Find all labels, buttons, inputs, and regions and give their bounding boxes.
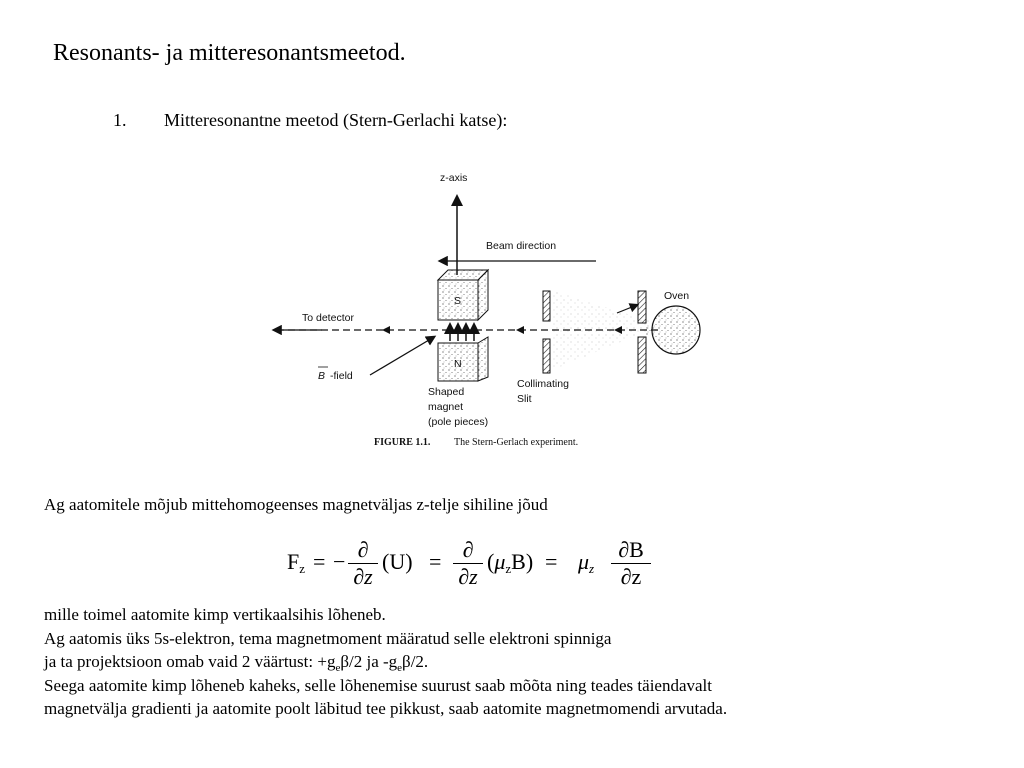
body-line-5: magnetvälja gradienti ja aatomite poolt läbitud tee pikkust, saab aatomite magnetmomendi arvutada.: [44, 699, 728, 718]
formula-u: (U): [382, 549, 413, 574]
formula-minus: −: [333, 549, 346, 574]
list-item-text: Mitteresonantne meetod (Stern-Gerlachi katse):: [164, 110, 508, 130]
collimating-label-2: Slit: [517, 393, 532, 405]
formula-lhs: $F_z$: [287, 549, 306, 576]
body-text: [44, 603, 727, 721]
z-axis-label: z-axis: [440, 172, 468, 184]
field-arrows: [450, 325, 474, 341]
oven-wall-bottom: [638, 337, 646, 373]
body-line-4: Seega aatomite kimp lõheneb kaheks, selle lõhenemise suurust saab mõõta ning teades täiendavalt: [44, 675, 712, 695]
oven: [652, 306, 700, 354]
formula-mu: $\mu_z$: [578, 549, 595, 576]
magnet-n-pole: [438, 337, 488, 381]
formula-eq-1: =: [313, 549, 326, 574]
body-line-2: Ag aatomis üks 5s-elektron, tema magnetmoment määratud selle elektroni spinniga: [44, 628, 612, 648]
force-formula: [285, 533, 665, 597]
formula-mu-b: $(\mu_zB)$: [487, 549, 534, 576]
pole-n-label: N: [454, 358, 462, 370]
to-detector-label: To detector: [302, 312, 354, 324]
magnet-s-pole: [438, 270, 488, 320]
shaped-magnet-label-2: magnet: [428, 401, 464, 413]
intro-text: Ag aatomitele mõjub mittehomogeenses magnetväljas z-telje sihiline jõud: [44, 495, 548, 514]
collimating-slit-top: [543, 291, 550, 321]
pole-s-label: S: [454, 295, 462, 307]
formula-eq-2: =: [429, 549, 442, 574]
beam-direction-label: Beam direction: [486, 240, 557, 252]
body-line-3: ja ta projektsioon omab vaid 2 väärtust: $+g_e\beta/2$ ja $-g_e\beta/2$.: [44, 652, 429, 674]
oven-label: Oven: [664, 290, 690, 302]
list-item-number: 1.: [113, 110, 127, 130]
formula-frac-3: ∂B ∂z: [611, 537, 651, 590]
body-line-1: mille toimel aatomite kimp vertikaalsihis lõheneb.: [44, 605, 386, 624]
figure-caption-text: The Stern-Gerlach experiment.: [454, 437, 579, 448]
b-field-symbol: B: [318, 370, 326, 382]
shaped-magnet-label-3: (pole pieces): [428, 416, 489, 428]
collimating-slit-bottom: [543, 339, 550, 373]
b-field-label: -field: [330, 370, 353, 382]
page-title: Resonants- ja mitteresonantsmeetod.: [53, 40, 406, 66]
oven-wall-top: [638, 291, 646, 323]
b-field-pointer: [370, 337, 434, 375]
formula-frac-1: ∂ ∂z: [348, 537, 378, 590]
stern-gerlach-figure: [262, 165, 722, 455]
shaped-magnet-label-1: Shaped: [428, 386, 465, 398]
collimating-label-1: Collimating: [517, 378, 569, 390]
formula-eq-3: =: [545, 549, 558, 574]
formula-frac-2: ∂ ∂z: [453, 537, 483, 590]
figure-caption-label: FIGURE 1.1.: [374, 437, 431, 448]
